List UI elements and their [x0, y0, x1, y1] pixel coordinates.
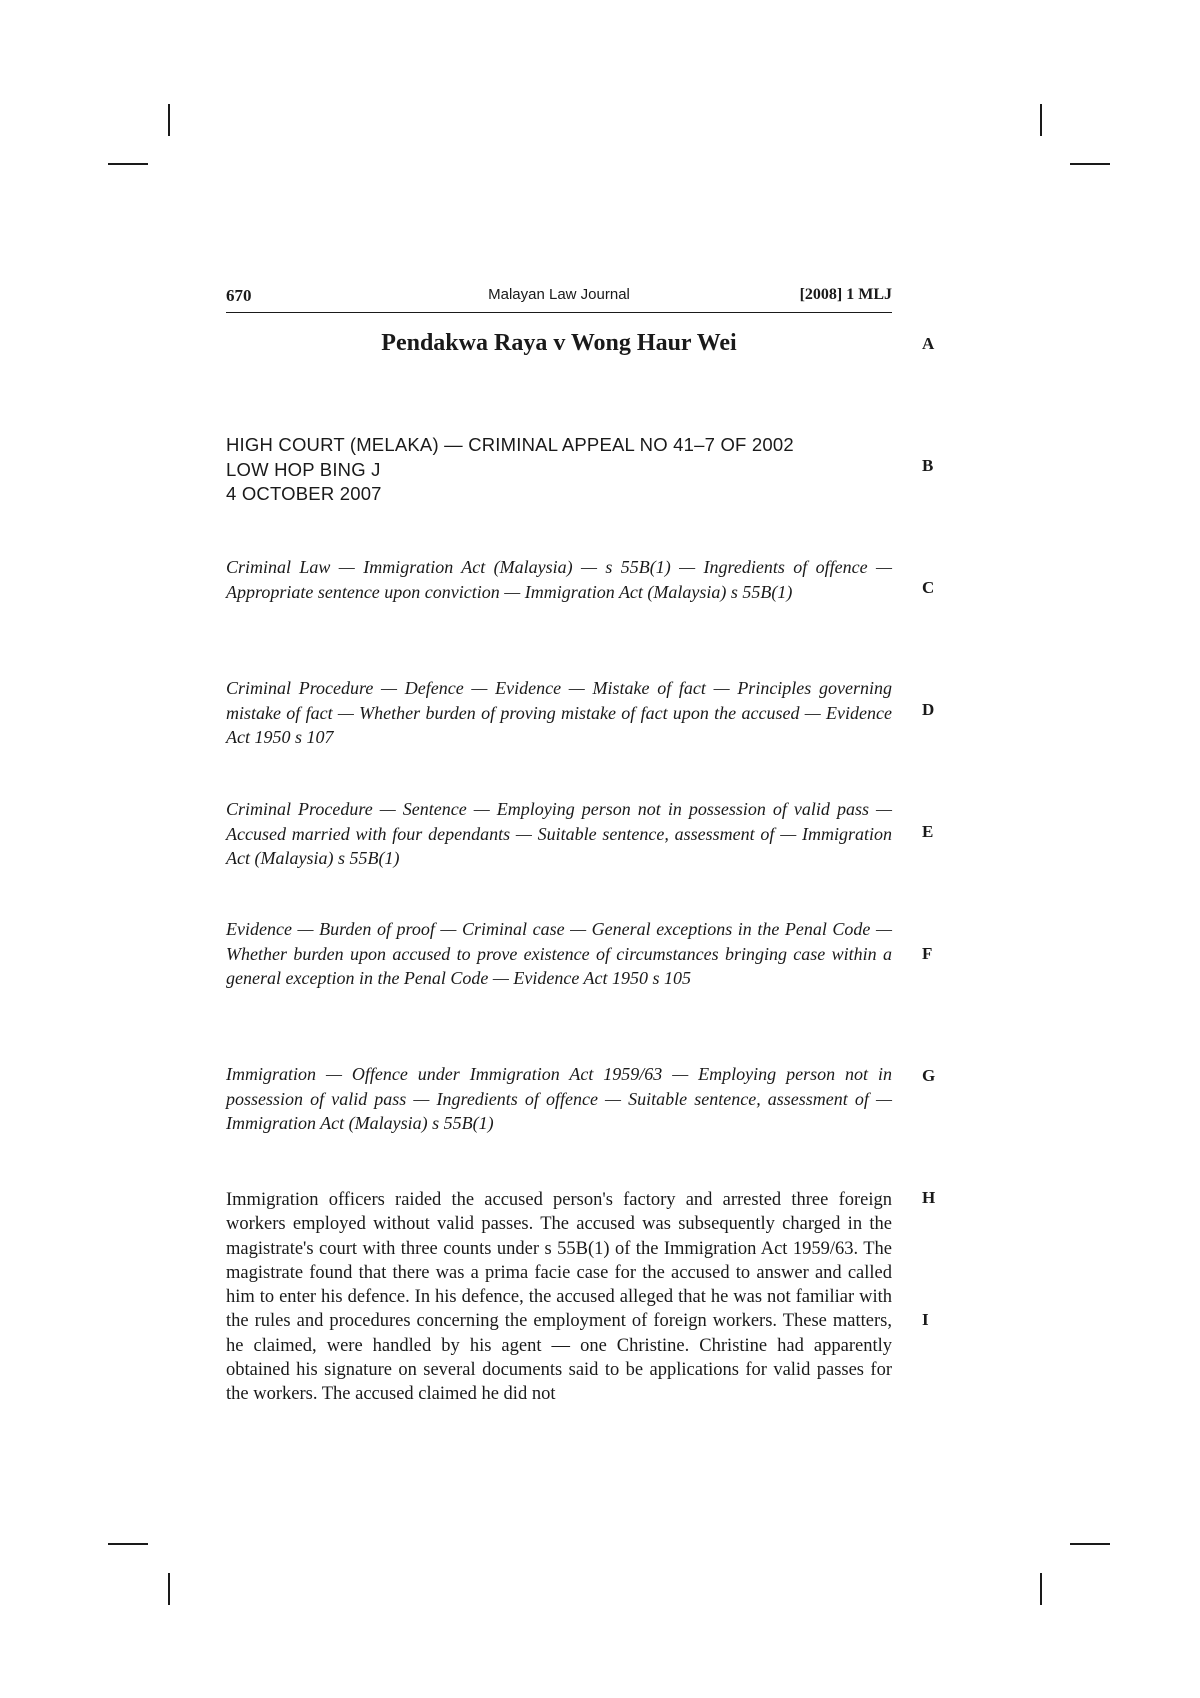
running-header	[226, 286, 892, 313]
section-letter: E	[922, 822, 934, 841]
journal-name: Malayan Law Journal	[488, 286, 630, 303]
crop-mark	[108, 1543, 148, 1545]
crop-mark	[168, 104, 170, 136]
catchword-paragraph: Evidence — Burden of proof — Criminal case — General exceptions in the Penal Code — Whether burden upon accused to prove existence of circumstances bringing case within a general exception in the Penal Code — Evidence Act 1950 s 105	[226, 919, 892, 988]
section-letter: H	[922, 1188, 936, 1207]
section-letter: D	[922, 700, 935, 719]
judge-line: LOW HOP BING J	[226, 458, 381, 480]
crop-mark	[1070, 163, 1110, 165]
section-letter: B	[922, 456, 934, 475]
section-letter: A	[922, 334, 935, 353]
catchword-paragraph: Immigration — Offence under Immigration Act 1959/63 — Employing person not in possession of valid pass — Ingredients of offence — Suitable sentence, assessment of — Immigration Act (Malaysia) s 55B(1)	[226, 1064, 892, 1133]
crop-mark	[108, 163, 148, 165]
crop-mark	[1070, 1543, 1110, 1545]
court-line: HIGH COURT (MELAKA) — CRIMINAL APPEAL NO 41–7 OF 2002	[226, 434, 794, 455]
court-details	[226, 433, 892, 507]
catchword-paragraph: Criminal Procedure — Sentence — Employing person not in possession of valid pass — Accused married with four dependants — Suitable sentence, assessment of — Immigration Act (Malaysia) s 55B(1)	[226, 799, 892, 868]
section-letter: C	[922, 578, 935, 597]
section-letter: I	[922, 1310, 929, 1329]
crop-mark	[168, 1573, 170, 1605]
catchword-paragraph: Criminal Procedure — Defence — Evidence — Mistake of fact — Principles governing mistake of fact — Whether burden of proving mistake of fact upon the accused — Evidence Act 1950 s 107	[226, 678, 892, 747]
section-letter: G	[922, 1066, 936, 1085]
section-letter: F	[922, 944, 933, 963]
headnote-summary: Immigration officers raided the accused person's factory and arrested three foreign workers employed without valid passes. The accused was subsequently charged in the magistrate's court with three counts under s 55B(1) of the Immigration Act 1959/63. The magistrate found that there was a prima facie case for the accused to answer and called him to enter his defence. In his defence, the accused alleged that he was not familiar with the rules and procedures concerning the employment of foreign workers. These matters, he claimed, were handled by his agent — one Christine. Christine had apparently obtained his signature on several documents said to be applications for valid passes for the workers. The accused claimed he did not	[226, 1190, 892, 1405]
page-number: 670	[226, 286, 252, 305]
catchword-paragraph: Criminal Law — Immigration Act (Malaysia) — s 55B(1) — Ingredients of offence — Appropriate sentence upon conviction — Immigration Act (Malaysia) s 55B(1)	[226, 557, 892, 602]
crop-mark	[1040, 1573, 1042, 1605]
citation: [2008] 1 MLJ	[799, 286, 892, 303]
case-title: Pendakwa Raya v Wong Haur Wei	[381, 330, 737, 356]
crop-mark	[1040, 104, 1042, 136]
date-line: 4 OCTOBER 2007	[226, 483, 382, 504]
